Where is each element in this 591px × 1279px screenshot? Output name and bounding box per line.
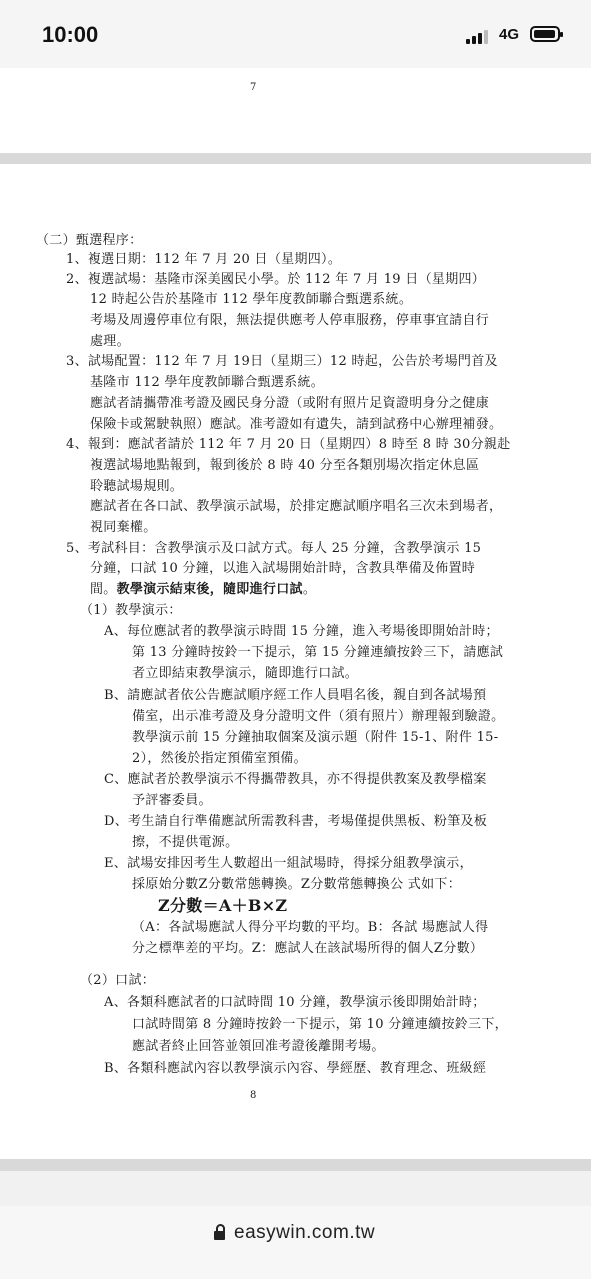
text-line: 口試時間第 8 分鐘時按鈴一下提示，第 10 分鐘連續按鈴三下， bbox=[132, 1017, 508, 1032]
pdf-page-7 bbox=[0, 68, 591, 153]
formula: Z分數＝A＋B×Z bbox=[158, 896, 288, 915]
text-line: 應試者在各口試、教學演示試場，於排定應試順序唱名三次未到場者， bbox=[90, 499, 503, 514]
page-number: 7 bbox=[250, 82, 257, 93]
text-fragment: 。 bbox=[302, 582, 317, 597]
text-line: 備室，出示准考證及身分證明文件（須有照片）辦理報到驗證。 bbox=[132, 709, 505, 724]
page-separator bbox=[0, 1159, 591, 1171]
text-line: E、試場安排因考生人數超出一組試場時，得採分組教學演示， bbox=[104, 856, 473, 871]
text-line: 1、複選日期：112 年 7 月 20 日（星期四）。 bbox=[66, 252, 342, 267]
text-line: 分之標準差的平均。Z：應試人在該試場所得的個人Z分數） bbox=[132, 941, 484, 956]
text-line: 保險卡或駕駛執照）應試。准考證如有遺失，請到試務中心辦理補發。 bbox=[90, 417, 503, 432]
text-line: 應試者終止回答並領回准考證後離開考場。 bbox=[132, 1039, 385, 1054]
text-line: 2、複選試場：基隆市深美國民小學。於 112 年 7 月 19 日（星期四） bbox=[66, 272, 486, 287]
status-bar bbox=[0, 0, 591, 68]
text-line-with-emphasis bbox=[90, 579, 316, 600]
address-bar[interactable] bbox=[214, 1221, 375, 1245]
page-number: 8 bbox=[250, 1090, 257, 1101]
text-line: 分鐘，口試 10 分鐘，以進入試場開始計時，含教具準備及佈置時 bbox=[90, 561, 476, 576]
text-line: 教學演示前 15 分鐘抽取個案及演示題（附件 15-1、附件 15- bbox=[132, 730, 499, 745]
section-heading: （二）甄選程序： bbox=[36, 233, 143, 248]
emphasis-text: 教學演示結束後，隨即進行口試 bbox=[116, 582, 303, 597]
text-line: 處理。 bbox=[90, 334, 130, 349]
text-fragment: 間。 bbox=[90, 582, 117, 597]
text-line: 12 時起公告於基隆市 112 學年度教師聯合甄選系統。 bbox=[90, 292, 413, 307]
text-line: A、各類科應試者的口試時間 10 分鐘，教學演示後即開始計時； bbox=[104, 995, 486, 1010]
text-line: 採原始分數Z分數常態轉換。Z分數常態轉換公 式如下： bbox=[132, 877, 461, 892]
battery-icon bbox=[530, 26, 560, 42]
text-line: 予評審委員。 bbox=[132, 793, 212, 808]
text-line: 第 13 分鐘時按鈴一下提示，第 15 分鐘連續按鈴三下，請應試 bbox=[132, 645, 504, 660]
text-line: B、請應試者依公告應試順序經工作人員唱名後，親自到各試場預 bbox=[104, 688, 487, 703]
text-line: 4、報到：應試者請於 112 年 7 月 20 日（星期四）8 時至 8 時 30分親赴 bbox=[66, 437, 511, 452]
text-line: 考場及周邊停車位有限，無法提供應考人停車服務，停車事宜請自行 bbox=[90, 313, 490, 328]
text-line: 視同棄權。 bbox=[90, 520, 157, 535]
subsection-heading: （2）口試： bbox=[80, 973, 156, 988]
url-text: easywin.com.tw bbox=[234, 1222, 376, 1243]
text-line: 應試者請攜帶准考證及國民身分證（或附有照片足資證明身分之健康 bbox=[90, 396, 490, 411]
text-line: 5、考試科目：含教學演示及口試方式。每人 25 分鐘，含教學演示 15 bbox=[66, 541, 482, 556]
lock-icon bbox=[214, 1231, 225, 1240]
text-line: （A：各試場應試人得分平均數的平均。B：各試 場應試人得 bbox=[132, 920, 489, 935]
text-line: C、應試者於教學演示不得攜帶教具，亦不得提供教案及教學檔案 bbox=[104, 772, 487, 787]
text-line: D、考生請自行準備應試所需教科書，考場僅提供黑板、粉筆及板 bbox=[104, 814, 488, 829]
text-line: 複選試場地點報到，報到後於 8 時 40 分至各類別場次指定休息區 bbox=[90, 458, 480, 473]
text-line: 2），然後於指定預備室預備。 bbox=[132, 751, 307, 766]
status-time: 10:00 bbox=[42, 22, 99, 47]
text-line: 3、試場配置：112 年 7 月 19日（星期三）12 時起，公告於考場門首及 bbox=[66, 354, 498, 369]
text-line: 基隆市 112 學年度教師聯合甄選系統。 bbox=[90, 375, 325, 390]
text-line: B、各類科應試內容以教學演示內容、學經歷、教育理念、班級經 bbox=[104, 1061, 487, 1076]
text-line: 者立即結束教學演示，隨即進行口試。 bbox=[132, 666, 359, 681]
text-line: A、每位應試者的教學演示時間 15 分鐘，進入考場後即開始計時； bbox=[104, 624, 499, 639]
network-label: 4G bbox=[499, 26, 520, 43]
signal-icon bbox=[466, 28, 492, 44]
subsection-heading: （1）教學演示： bbox=[80, 603, 182, 618]
text-line: 擦，不提供電源。 bbox=[132, 835, 239, 850]
text-line: 聆聽試場規則。 bbox=[90, 479, 184, 494]
